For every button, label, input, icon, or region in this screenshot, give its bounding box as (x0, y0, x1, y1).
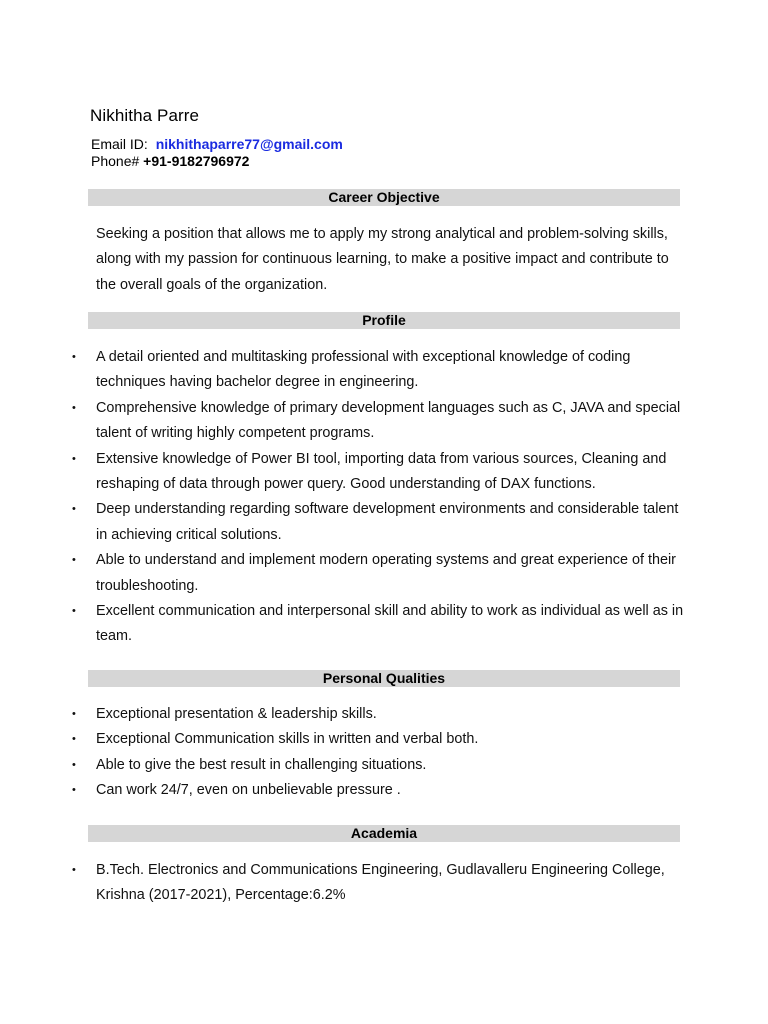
personal-qualities-list (0, 702, 690, 804)
bullet-icon: • (72, 708, 76, 720)
list-item: • A detail oriented and multitasking professional with exceptional knowledge of coding techniques having bachelor degree in engineering. (0, 345, 690, 396)
academia-heading: Academia (88, 825, 680, 842)
phone-line (91, 153, 249, 169)
bullet-icon: • (72, 758, 76, 771)
list-item: • Exceptional presentation & leadership skills. (0, 702, 690, 727)
list-item: • Able to understand and implement modern operating systems and great experience of their troubleshooting. (0, 548, 690, 599)
phone-value: +91-9182796972 (143, 153, 250, 169)
email-line (91, 136, 343, 152)
phone-label: Phone# (91, 153, 140, 169)
career-objective-heading: Career Objective (88, 189, 680, 206)
bullet-icon: • (72, 503, 76, 516)
list-item: • Able to give the best result in challenging situations. (0, 753, 690, 778)
email-link[interactable]: nikhithaparre77@gmail.com (155, 136, 343, 152)
career-objective-text: Seeking a position that allows me to apply my strong analytical and problem-solving skills, along with my passion for continuous learning, to make a positive impact and contribute to the overall goals of the organization. (96, 226, 669, 293)
profile-heading: Profile (88, 312, 680, 329)
bullet-icon: • (72, 351, 76, 363)
list-item: • Extensive knowledge of Power BI tool, importing data from various sources, Cleaning and reshaping of data through power query. Good understanding of DAX functions. (0, 447, 690, 498)
candidate-name: Nikhitha Parre (90, 106, 200, 125)
email-label: Email ID: (91, 136, 148, 152)
bullet-icon: • (72, 554, 76, 567)
list-item: • Exceptional Communication skills in written and verbal both. (0, 727, 690, 752)
list-item: • Excellent communication and interpersonal skill and ability to work as individual as well as in team. (0, 599, 690, 650)
bullet-icon: • (72, 864, 76, 876)
bullet-icon: • (72, 452, 76, 465)
bullet-icon: • (72, 784, 76, 797)
bullet-icon: • (72, 401, 76, 414)
profile-list (0, 345, 690, 650)
personal-qualities-heading: Personal Qualities (88, 670, 680, 687)
list-item: • Can work 24/7, even on unbelievable pressure . (0, 778, 690, 803)
list-item: • Comprehensive knowledge of primary development languages such as C, JAVA and special talent of writing highly competent programs. (0, 396, 690, 447)
bullet-icon: • (72, 733, 76, 746)
bullet-icon: • (72, 605, 76, 618)
list-item: • B.Tech. Electronics and Communications Engineering, Gudlavalleru Engineering College, Krishna (2017-2021), Percentage:6.2% (0, 858, 690, 909)
list-item: • Deep understanding regarding software development environments and considerable talent in achieving critical solutions. (0, 497, 690, 548)
academia-list (0, 858, 690, 909)
